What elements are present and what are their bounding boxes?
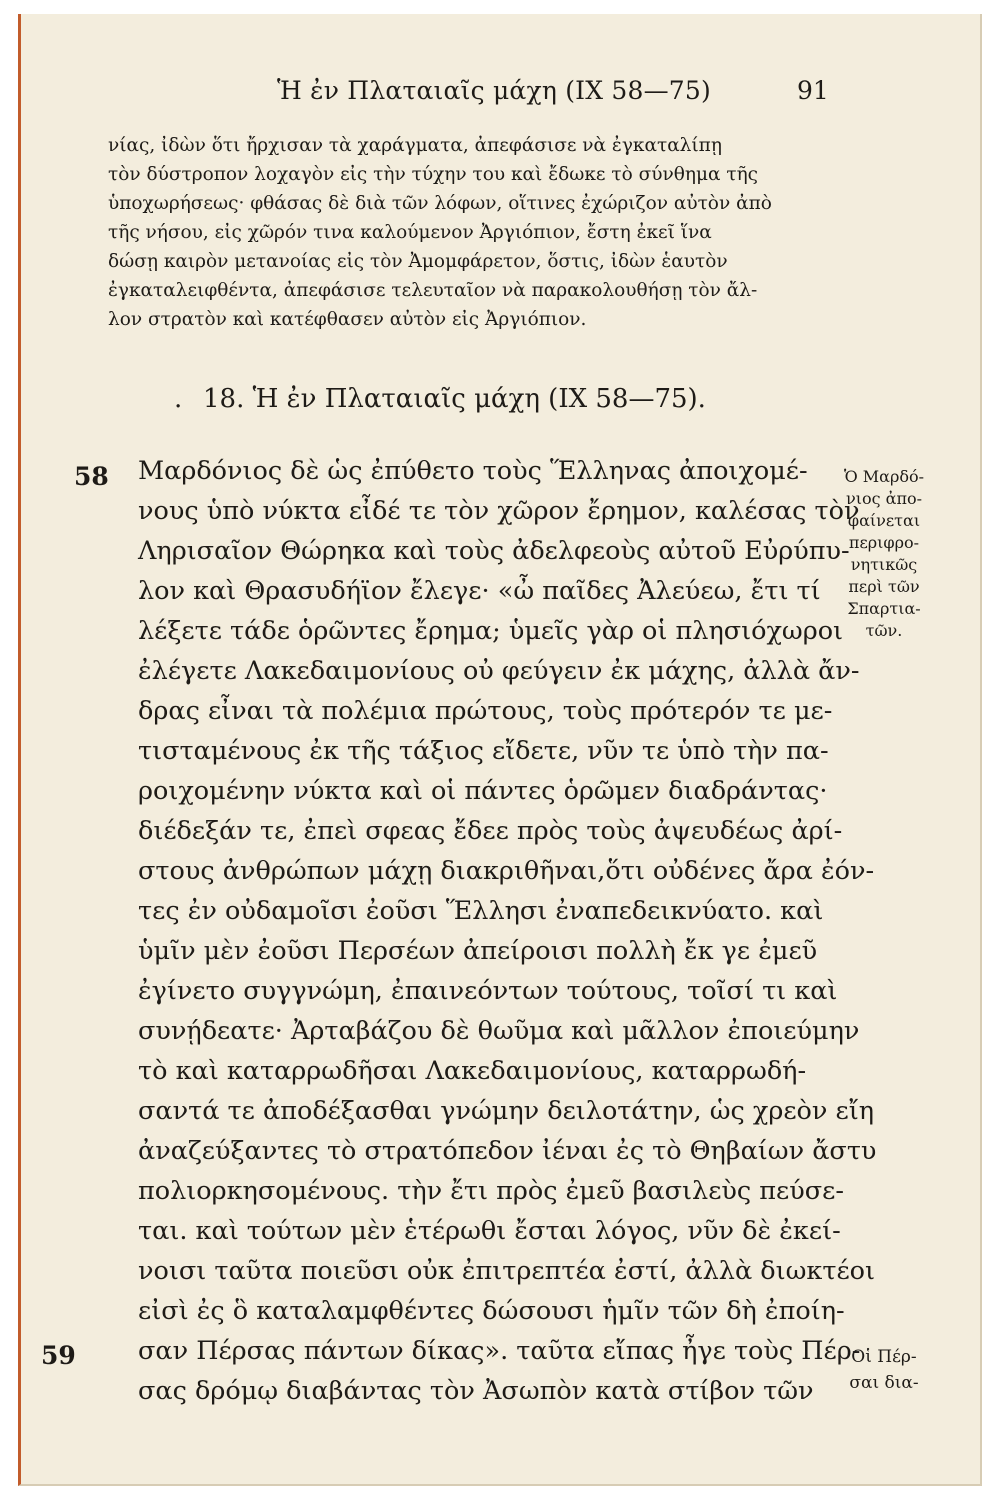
text-line: Μαρδόνιος δὲ ὡς ἐπύθετο τοὺς Ἕλληνας ἀποιχομέ- <box>138 456 808 486</box>
margin-line: Οἱ Πέρ- <box>851 1347 917 1367</box>
intro-line: τὸν δύστροπον λοχαγὸν εἰς τὴν τύχην του καὶ ἔδωκε τὸ σύνθημα τῆς <box>108 164 759 185</box>
text-line: σας δρόμῳ διαβάντας τὸν Ἀσωπὸν κατὰ στίβον τῶν <box>138 1376 814 1406</box>
text-line: τισταμένους ἐκ τῆς τάξιος εἴδετε, νῦν τε ὑπὸ τὴν πα- <box>138 736 829 766</box>
margin-line: σαι δια- <box>849 1373 919 1393</box>
text-line: ἐλέγετε Λακεδαιμονίους οὐ φεύγειν ἐκ μάχης, ἀλλὰ ἄν- <box>138 656 860 686</box>
text-line: σαντά τε ἀποδέξασθαι γνώμην δειλοτάτην, ὡς χρεὸν εἴη <box>138 1096 875 1126</box>
text-line: ἀναζεύξαντες τὸ στρατόπεδον ἰέναι ἐς τὸ Θηβαίων ἄστυ <box>138 1136 877 1166</box>
intro-line: ὑποχωρήσεως· φθάσας δὲ διὰ τῶν λόφων, οἵτινες ἐχώριζον αὐτὸν ἀπὸ <box>108 193 772 214</box>
intro-line: λον στρατὸν καὶ κατέφθασεν αὐτὸν εἰς Ἀργιόπιον. <box>108 309 587 330</box>
text-line: συνῄδεατε· Ἀρταβάζου δὲ θωῦμα καὶ μᾶλλον ἐποιεύμην <box>138 1016 860 1046</box>
text-line: λέξετε τάδε ὁρῶντες ἔρημα; ὑμεῖς γὰρ οἱ πλησιόχωροι <box>138 616 844 646</box>
text-line: ἐγίνετο συγγνώμη, ἐπαινεόντων τούτους, τοῖσί τι καὶ <box>138 976 838 1006</box>
margin-line: νιος ἀπο- <box>845 489 923 508</box>
text-line: ται. καὶ τούτων μὲν ἑτέρωθι ἔσται λόγος, νῦν δὲ ἐκεί- <box>138 1216 841 1246</box>
page-number: 91 <box>797 76 829 105</box>
text-line: τὸ καὶ καταρρωδῆσαι Λακεδαιμονίους, καταρρωδή- <box>138 1056 807 1086</box>
margin-line: περιφρο- <box>848 533 920 552</box>
main-text <box>138 451 877 1411</box>
text-line: εἰσὶ ἐς ὃ καταλαμφθέντες δώσουσι ἡμῖν τῶν δὴ ἐποίη- <box>138 1296 845 1326</box>
marginal-note-mardonius <box>833 466 935 642</box>
chapter-number-58: 58 <box>74 462 109 491</box>
text-line: τες ἐν οὐδαμοῖσι ἐοῦσι Ἕλλησι ἐναπεδεικνύατο. καὶ <box>138 896 824 926</box>
text-line: στους ἀνθρώπων μάχῃ διακριθῆναι,ὅτι οὐδένες ἄρα ἐόν- <box>138 856 875 886</box>
text-line: πολιορκησομένους. τὴν ἔτι πρὸς ἐμεῦ βασιλεὺς πεύσε- <box>138 1176 845 1206</box>
text-line: νοισι ταῦτα ποιεῦσι οὐκ ἐπιτρεπτέα ἐστί, ἀλλὰ διωκτέοι <box>138 1256 876 1286</box>
margin-line: νητικῶς <box>850 555 918 574</box>
marginal-note-persians <box>833 1344 935 1396</box>
margin-line: Ὁ Μαρδό- <box>843 467 925 486</box>
text-line: Ληρισαῖον Θώρηκα καὶ τοὺς ἀδελφεοὺς αὐτοῦ Εὐρύπυ- <box>138 536 850 566</box>
text-line: σαν Πέρσας πάντων δίκας». ταῦτα εἴπας ἦγε τοὺς Πέρ- <box>138 1336 861 1366</box>
intro-paragraph <box>108 131 828 334</box>
text-line: διέδεξάν τε, ἐπεὶ σφεας ἔδεε πρὸς τοὺς ἀψευδέως ἀρί- <box>138 816 843 846</box>
intro-line: ἐγκαταλειφθέντα, ἀπεφάσισε τελευταῖον νὰ παρακολουθήσῃ τὸν ἄλ- <box>108 280 758 301</box>
intro-line: νίας, ἰδὼν ὅτι ἤρχισαν τὰ χαράγματα, ἀπεφάσισε νὰ ἐγκαταλίπῃ <box>108 135 722 156</box>
margin-line: τῶν. <box>865 621 903 640</box>
text-line: ροιχομένην νύκτα καὶ οἱ πάντες ὁρῶμεν διαδράντας· <box>138 776 828 806</box>
margin-line: περὶ τῶν <box>848 577 920 596</box>
margin-line: Σπαρτια- <box>847 599 921 618</box>
text-line: δρας εἶναι τὰ πολέμια πρώτους, τοὺς πρότερόν τε με- <box>138 696 833 726</box>
book-page <box>18 14 982 1486</box>
text-line: νους ὑπὸ νύκτα εἶδέ τε τὸν χῶρον ἔρημον, καλέσας τὸν <box>138 496 860 526</box>
intro-line: τῆς νήσου, εἰς χῶρόν τινα καλούμενον Ἀργιόπιον, ἔστη ἐκεῖ ἵνα <box>108 222 712 243</box>
chapter-number-59: 59 <box>41 1341 76 1370</box>
intro-line: δώσῃ καιρὸν μετανοίας εἰς τὸν Ἀμομφάρετον, ὅστις, ἰδὼν ἑαυτὸν <box>108 251 728 272</box>
margin-line: φαίνεται <box>847 511 921 530</box>
text-line: λον καὶ Θρασυδήϊον ἔλεγε· «ὦ παῖδες Ἀλεύεω, ἔτι τί <box>138 576 821 606</box>
section-title: 18. Ἡ ἐν Πλαταιαῖς μάχη (IX 58—75). <box>203 384 706 414</box>
running-title: Ἡ ἐν Πλαταιαῖς μάχη (IX 58—75) <box>277 76 711 105</box>
text-line: ὑμῖν μὲν ἐοῦσι Περσέων ἀπείροισι πολλὴ ἔκ γε ἐμεῦ <box>138 936 818 966</box>
section-dot: . <box>174 384 183 414</box>
